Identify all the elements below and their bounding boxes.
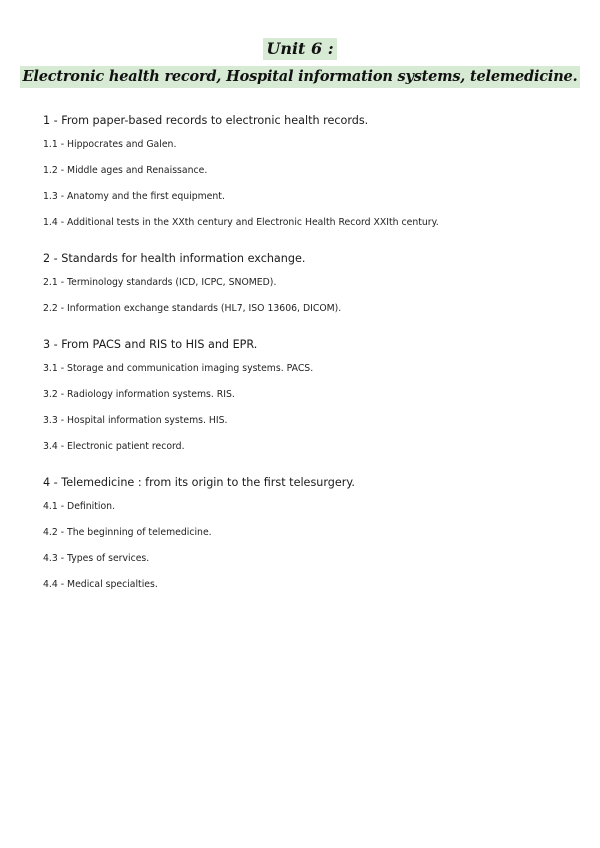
list-item: 3.3 - Hospital information systems. HIS.	[43, 415, 228, 426]
section-heading: 1 - From paper-based records to electronic health records.	[43, 114, 369, 127]
section-heading: 2 - Standards for health information exchange.	[43, 252, 306, 265]
list-item: 3.1 - Storage and communication imaging systems. PACS.	[43, 363, 314, 374]
list-item: 1.3 - Anatomy and the first equipment.	[43, 191, 225, 202]
title-block	[0, 38, 600, 88]
list-item: 4.1 - Definition.	[43, 501, 116, 512]
section-heading: 4 - Telemedicine : from its origin to the first telesurgery.	[43, 476, 355, 489]
list-item: 4.4 - Medical specialties.	[43, 579, 158, 590]
list-item: 1.1 - Hippocrates and Galen.	[43, 139, 177, 150]
unit-subtitle: Electronic health record, Hospital information systems, telemedicine.	[20, 66, 581, 88]
section-3	[43, 337, 583, 454]
list-item: 1.4 - Additional tests in the XXth century and Electronic Health Record XXIth century.	[43, 217, 439, 228]
table-of-contents	[43, 113, 583, 613]
list-item: 1.2 - Middle ages and Renaissance.	[43, 165, 208, 176]
list-item: 4.2 - The beginning of telemedicine.	[43, 527, 212, 538]
section-4	[43, 475, 583, 592]
list-item: 4.3 - Types of services.	[43, 553, 150, 564]
unit-title: Unit 6 :	[263, 38, 336, 60]
list-item: 3.4 - Electronic patient record.	[43, 441, 185, 452]
list-item: 2.2 - Information exchange standards (HL7, ISO 13606, DICOM).	[43, 303, 342, 314]
list-item: 3.2 - Radiology information systems. RIS.	[43, 389, 235, 400]
section-heading: 3 - From PACS and RIS to HIS and EPR.	[43, 338, 258, 351]
section-2	[43, 251, 583, 316]
list-item: 2.1 - Terminology standards (ICD, ICPC, SNOMED).	[43, 277, 277, 288]
section-1	[43, 113, 583, 230]
